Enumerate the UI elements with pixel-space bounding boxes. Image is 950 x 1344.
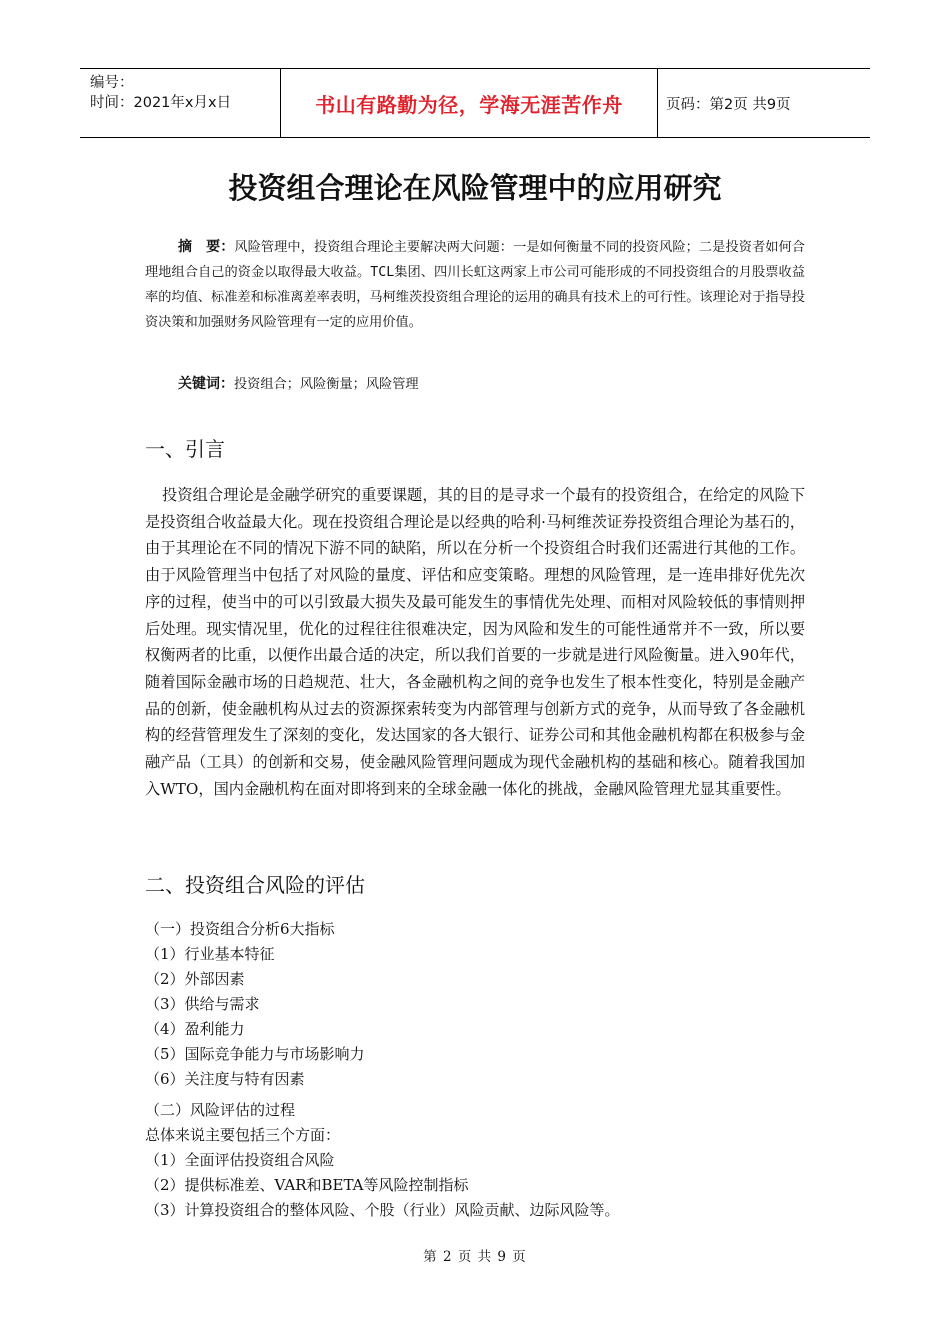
list-item: （2）提供标准差、VAR和BETA等风险控制指标 (145, 1176, 469, 1194)
keywords-label: 关键词： (178, 376, 234, 392)
list-item: （5）国际竞争能力与市场影响力 (145, 1045, 365, 1063)
list-item: （6）关注度与特有因素 (145, 1070, 305, 1088)
introduction-paragraph: 投资组合理论是金融学研究的重要课题，其的目的是寻求一个最有的投资组合，在给定的风险下是投资组合收益最大化。现在投资组合理论是以经典的哈利·马柯维茨证券投资组合理论为基石的，由于其理论在不同的情况下游不同的缺陷，所以在分析一个投资组合时我们还需进行其他的工作。由于风险管理当中包括了对风险的量度、评估和应变策略。理想的风险管理，是一连串排好优先次序的过程，使当中的可以引致最大损失及最可能发生的事情优先处理、而相对风险较低的事情则押后处理。现实情况里，优化的过程往往很难决定，因为风险和发生的可能性通常并不一致，所以要权衡两者的比重，以便作出最合适的决定，所以我们首要的一步就是进行风险衡量。进入90年代，随着国际金融市场的日趋规范、壮大，各金融机构之间的竞争也发生了根本性变化，特别是金融产品的创新，使金融机构从过去的资源探索转变为内部管理与创新方式的竞争，从而导致了各金融机构的经营管理发生了深刻的变化，发达国家的各大银行、证券公司和其他金融机构都在积极参与金融产品（工具）的创新和交易，使金融风险管理问题成为现代金融机构的基础和核心。随着我国加入WTO，国内金融机构在面对即将到来的全球金融一体化的挑战，金融风险管理尤显其重要性。 (145, 486, 805, 798)
list-item: （3）供给与需求 (145, 995, 260, 1013)
list-item: （4）盈利能力 (145, 1020, 245, 1038)
header-page-info-cell (658, 69, 870, 137)
list-item: （一）投资组合分析6大指标 (145, 920, 335, 938)
document-number: 编号： (90, 75, 134, 91)
keywords-text: 投资组合；风险衡量；风险管理 (234, 377, 419, 392)
indicator-list (145, 917, 365, 1092)
list-item: （3）计算投资组合的整体风险、个股（行业）风险贡献、边际风险等。 (145, 1201, 620, 1219)
header-slogan: 书山有路勤为径，学海无涯苦作舟 (315, 92, 623, 117)
abstract (145, 235, 805, 335)
assessment-process-list (145, 1098, 620, 1223)
page-footer: 第 2 页 共 9 页 (423, 1249, 527, 1265)
list-item: （1）行业基本特征 (145, 945, 275, 963)
header-page-info: 页码：第2页 共9页 (666, 96, 791, 113)
list-item: （2）外部因素 (145, 970, 245, 988)
list-item: 总体来说主要包括三个方面： (145, 1126, 341, 1144)
keywords (178, 373, 419, 396)
abstract-label: 摘 要： (178, 239, 235, 255)
document-time: 时间：2021年x月x日 (90, 95, 232, 111)
header-slogan-cell (281, 69, 658, 137)
page-header (80, 68, 870, 138)
section-heading-risk-assessment: 二、投资组合风险的评估 (145, 873, 365, 897)
abstract-text: 风险管理中，投资组合理论主要解决两大问题：一是如何衡量不同的投资风险；二是投资者如何合理地组合自己的资金以取得最大收益。TCL集团、四川长虹这两家上市公司可能形成的不同投资组合的月股票收益率的均值、标准差和标准离差率表明，马柯维茨投资组合理论的运用的确具有技术上的可行性。该理论对于指导投资决策和加强财务风险管理有一定的应用价值。 (145, 240, 805, 330)
list-item: （二）风险评估的过程 (145, 1101, 296, 1119)
header-meta (80, 69, 281, 137)
document-title: 投资组合理论在风险管理中的应用研究 (228, 171, 722, 205)
list-item: （1）全面评估投资组合风险 (145, 1151, 335, 1169)
section-heading-introduction: 一、引言 (145, 437, 225, 461)
